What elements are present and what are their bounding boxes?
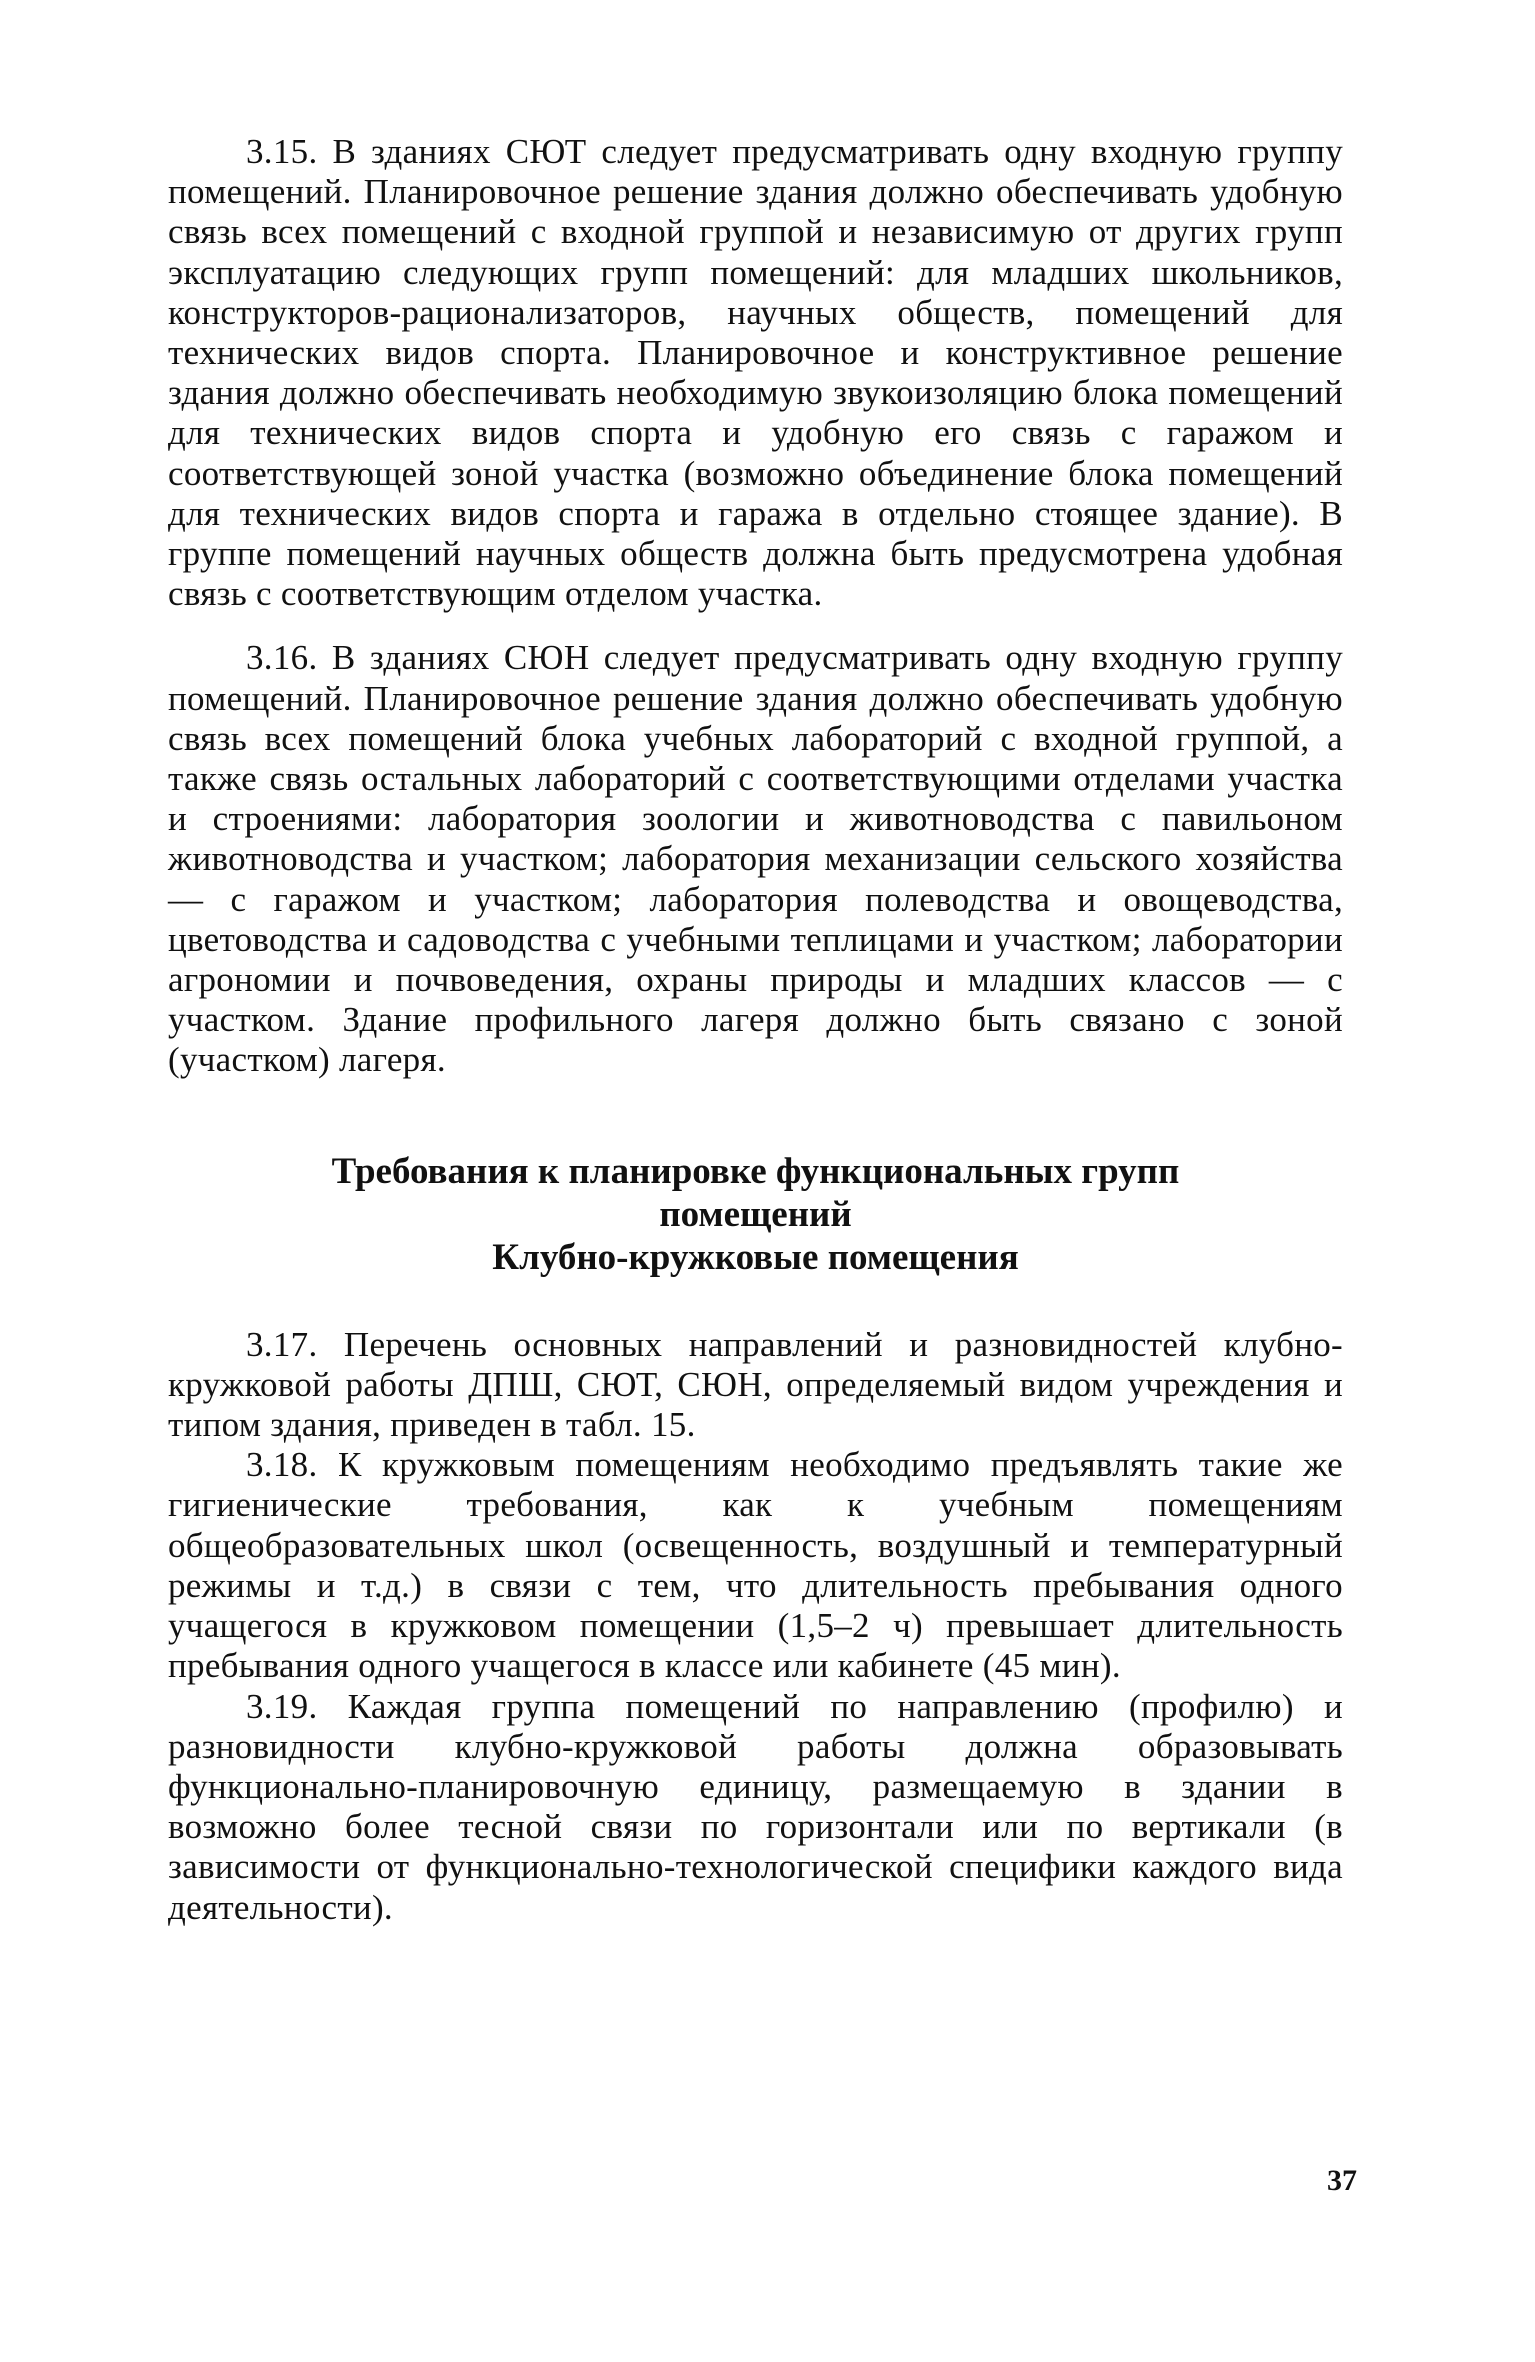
section-heading (168, 1150, 1343, 1279)
paragraph-3-17: 3.17. Перечень основных направлений и разновидностей клубно-кружковой работы ДПШ, СЮТ, СЮН, определяемый видом учреждения и типом здания, приведен в табл. 15. (168, 1324, 1343, 1445)
heading-line-3: Клубно-кружковые помещения (492, 1236, 1019, 1278)
heading-line-2: помещений (659, 1193, 852, 1235)
paragraph-3-19: 3.19. Каждая группа помещений по направлению (профилю) и разновидности клубно-кружковой работы должна образовывать функционально-планировочную единицу, размещаемую в здании в возможно более тесной связи по горизонтали или по вертикали (в зависимости от функционально-технологической специфики каждого вида деятельности). (168, 1686, 1343, 1927)
paragraph-3-16: 3.16. В зданиях СЮН следует предусматривать одну входную группу помещений. Планировочное решение здания должно обеспечивать удобную связь всех помещений блока учебных лабораторий с входной группой, а также связь остальных лабораторий с соответствующими отделами участка и строениями: лаборатория зоологии и животноводства с павильоном животноводства и участком; лаборатория механизации сельского хозяйства — с гаражом и участком; лаборатория полеводства и овощеводства, цветоводства и садоводства с учебными теплицами и участком; лаборатории агрономии и почвоведения, охраны природы и младших классов — с участком. Здание профильного лагеря должно быть связано с зоной (участком) лагеря. (168, 638, 1343, 1080)
page-number: 37 (1327, 2164, 1357, 2197)
paragraph-3-18: 3.18. К кружковым помещениям необходимо предъявлять такие же гигиенические требования, как к учебным помещениям общеобразовательных школ (освещенность, воздушный и температурный режимы и т.д.) в связи с тем, что длительность пребывания одного учащегося в кружковом помещении (1,5–2 ч) превышает длительность пребывания одного учащегося в классе или кабинете (45 мин). (168, 1445, 1343, 1686)
page-content (168, 132, 1343, 1928)
paragraph-3-15: 3.15. В зданиях СЮТ следует предусматривать одну входную группу помещений. Планировочное решение здания должно обеспечивать удобную связь всех помещений с входной группой и независимую от других групп эксплуатацию следующих групп помещений: для младших школьников, конструкторов-рационализаторов, научных обществ, помещений для технических видов спорта. Планировочное и конструктивное решение здания должно обеспечивать необходимую звукоизоляцию блока помещений для технических видов спорта и удобную его связь с гаражом и соответствующей зоной участка (возможно объединение блока помещений для технических видов спорта и гаража в отдельно стоящее здание). В группе помещений научных обществ должна быть предусмотрена удобная связь с соответствующим отделом участка. (168, 132, 1343, 614)
heading-line-1: Требования к планировке функциональных групп (331, 1150, 1180, 1192)
